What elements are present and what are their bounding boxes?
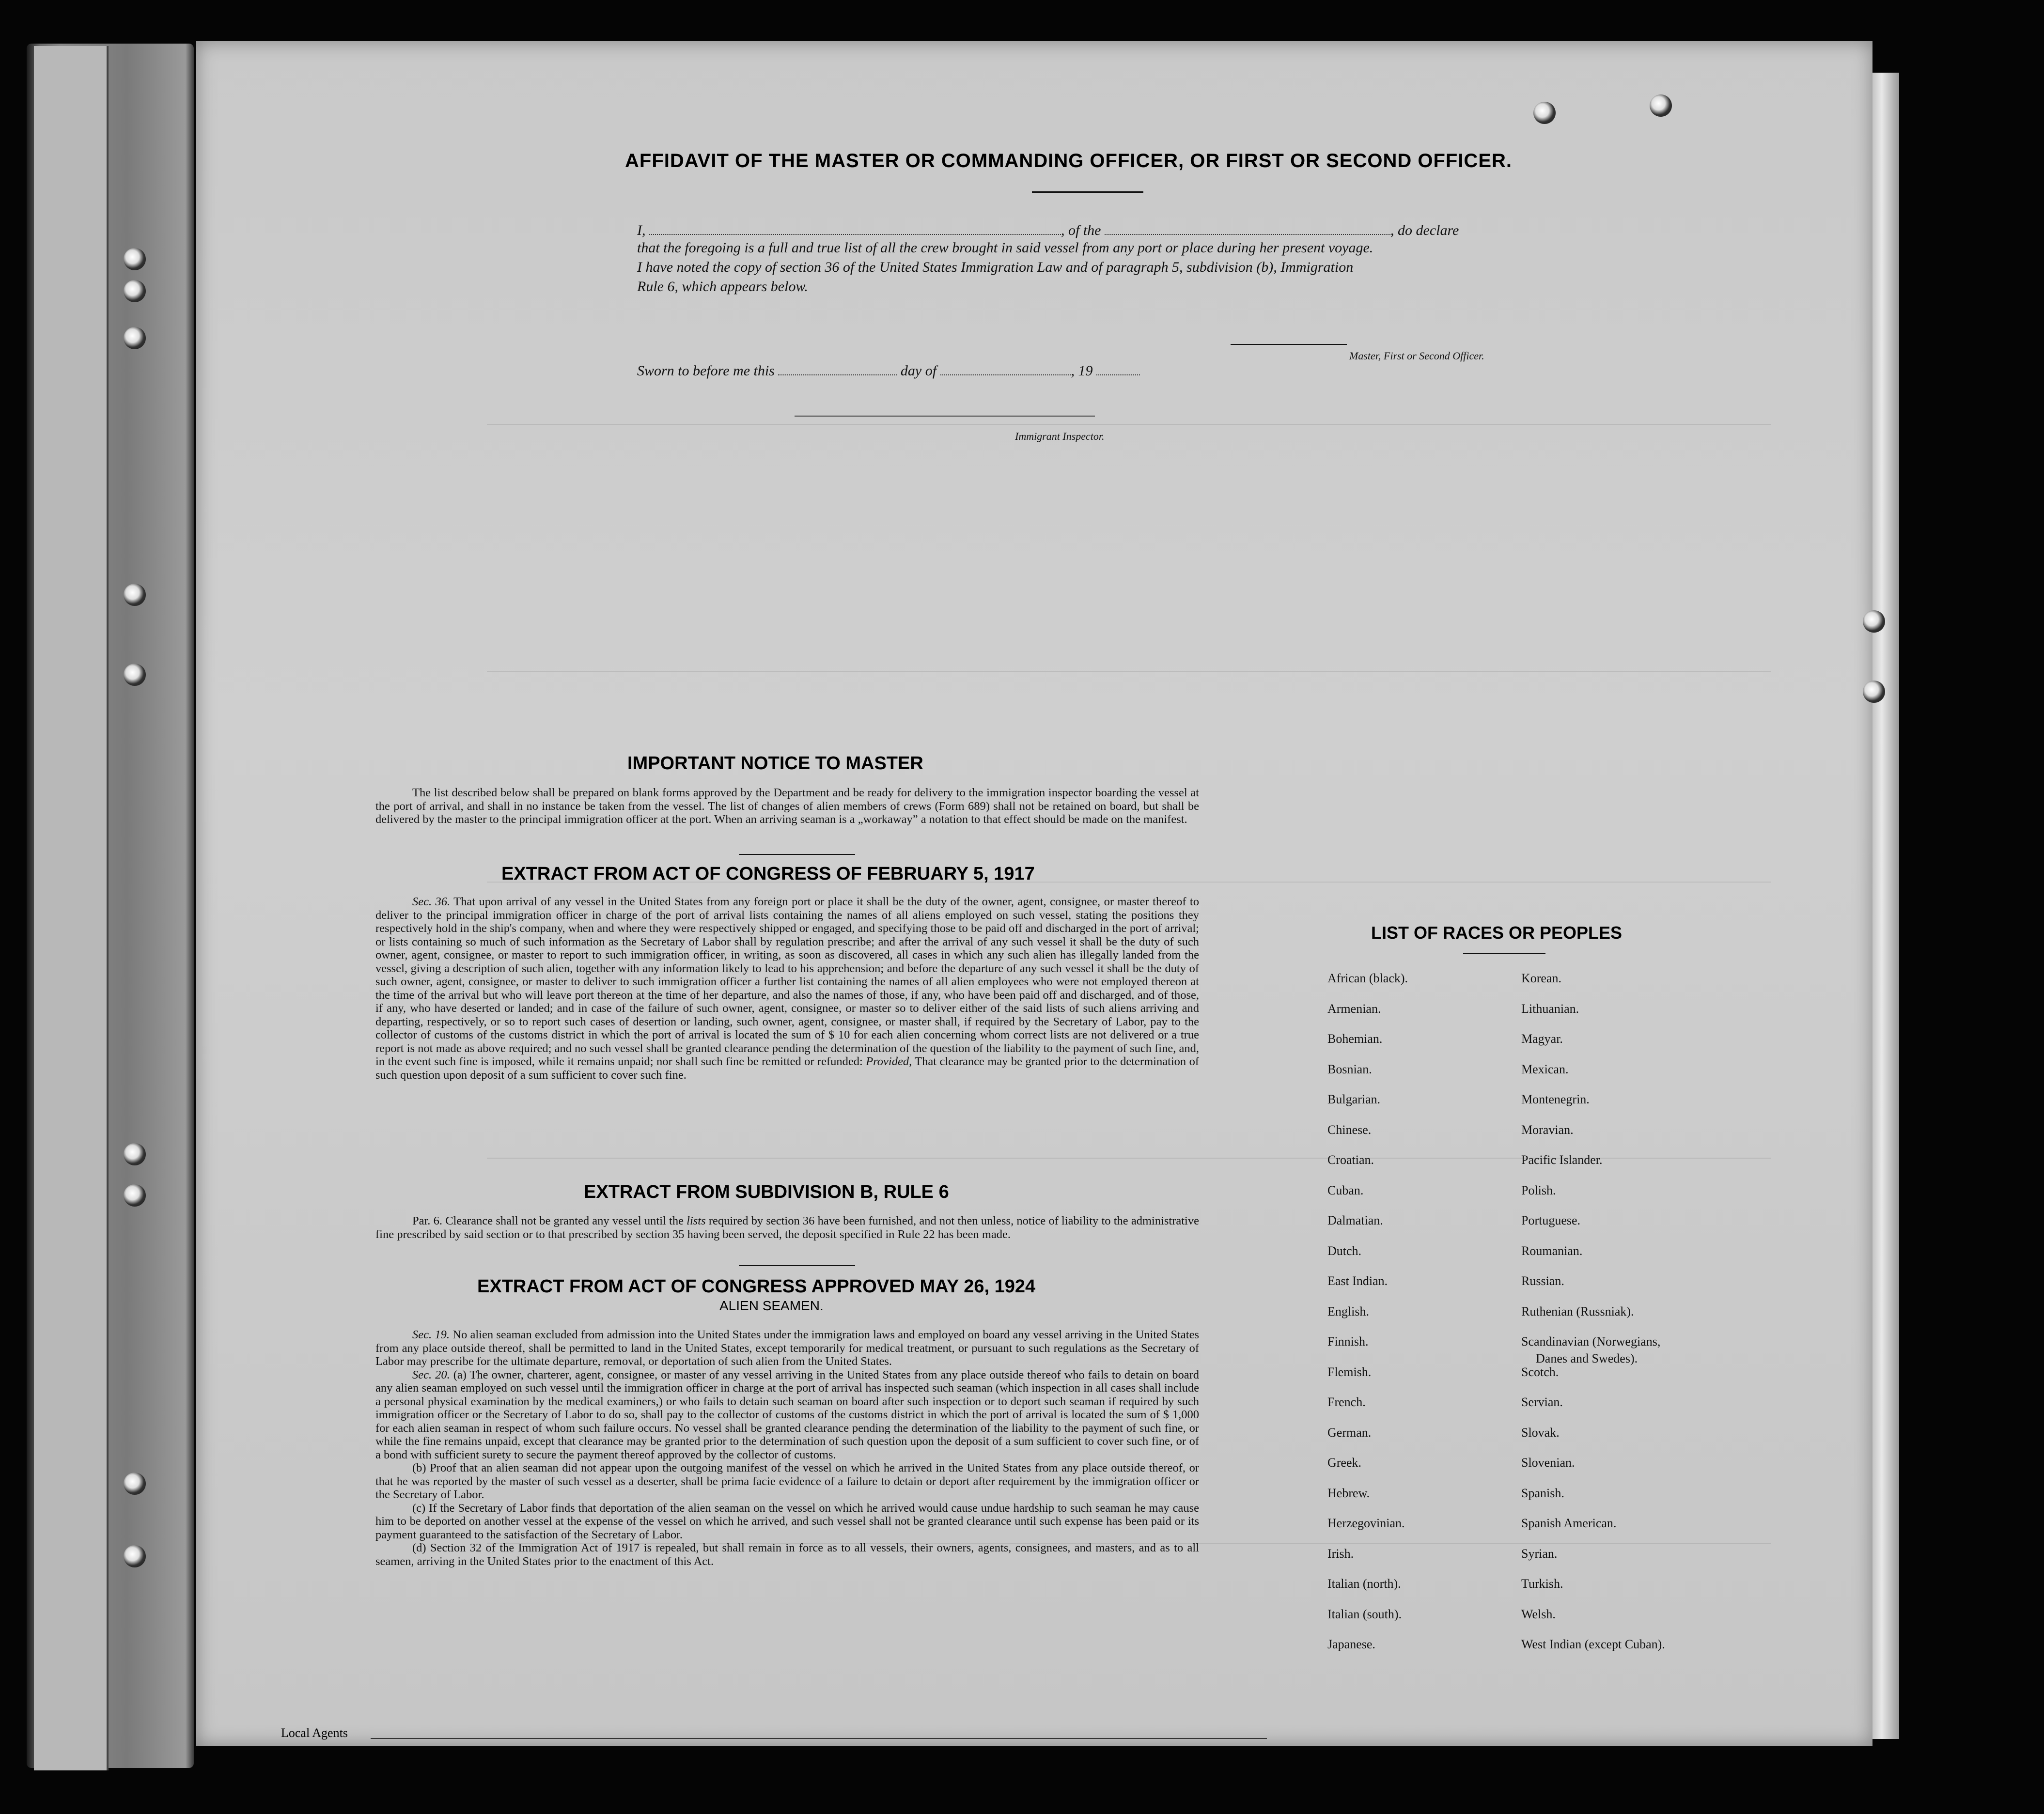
local-agents-line	[371, 1738, 1267, 1739]
rule6-body	[375, 1214, 1199, 1241]
affidavit-line2: that the foregoing is a full and true list of all the crew brought in said vessel from any port or place during her present voyage.	[637, 240, 1373, 256]
sworn-year-label: , 19	[1071, 363, 1093, 379]
race-item: Dutch.	[1327, 1243, 1362, 1258]
race-item: Syrian.	[1521, 1546, 1558, 1561]
master-signature-line	[1231, 344, 1347, 345]
sworn-month-blank	[940, 361, 1071, 375]
race-item: Hebrew.	[1327, 1486, 1370, 1500]
notice-body: The list described below shall be prepared on blank forms approved by the Department and be ready for delivery to the immigration inspector boarding the vessel at the port of arrival, and shall in no instance be taken from the vessel. The list of changes of alien members of crews (Form 689) shall not be retained on board, but shall be delivered by the master to the principal immigration officer at the port. When an arriving seaman is a „workaway” a notation to that effect should be made on the manifest.	[375, 786, 1199, 826]
race-item: Russian.	[1521, 1274, 1564, 1288]
rule6-start: Par. 6. Clearance shall not be granted any vessel until the	[412, 1214, 687, 1227]
act-1924-body	[375, 1328, 1199, 1568]
race-item: Greek.	[1327, 1456, 1362, 1470]
sec20b-paragraph: (b) Proof that an alien seaman did not appear upon the outgoing manifest of the vessel on which he arrived in the United States from any place outside thereof, or that he was reported by the master of such vessel as a deserter, shall be prima facie evidence of a failure to detain or deport after requirement by the immigration officer or the Secretary of Labor.	[375, 1461, 1199, 1501]
race-item: West Indian (except Cuban).	[1521, 1637, 1665, 1651]
sec20c-paragraph: (c) If the Secretary of Labor finds that deportation of the alien seaman on the vessel on which he arrived would cause undue hardship to such seaman he may cause him to be deported on another vessel at the expense of the vessel on which he arrived, and such vessel shall not be granted clearance until such expense has been paid or its payment guaranteed to the satisfaction of the Secretary of Labor.	[375, 1501, 1199, 1541]
binder-hole	[124, 1473, 146, 1495]
affidavit-line1-end: , do declare	[1390, 222, 1459, 238]
rule6-rule	[739, 1265, 855, 1266]
sec19-label: Sec. 19.	[412, 1328, 450, 1341]
local-agents-label: Local Agents	[281, 1726, 348, 1740]
sec19-paragraph	[375, 1328, 1199, 1368]
sworn-start: Sworn to before me this	[637, 363, 775, 379]
sworn-day-label: day of	[900, 363, 937, 379]
affidavit-line1-mid: , of the	[1061, 222, 1101, 238]
race-item: Magyar.	[1521, 1032, 1563, 1046]
sec36-end: That clearance may be granted prior to the determination of such question upon deposit of a sum sufficient to cover such fine.	[375, 1055, 1199, 1082]
act-1917-body	[375, 895, 1199, 1082]
rule6-lists: lists	[687, 1214, 706, 1227]
race-item: Montenegrin.	[1521, 1092, 1590, 1106]
race-item: Flemish.	[1327, 1364, 1372, 1379]
affidavit-line1	[637, 220, 1459, 239]
inspector-signature-line	[795, 416, 1095, 417]
name-blank	[649, 220, 1061, 235]
race-item: English.	[1327, 1304, 1369, 1318]
race-item: Herzegovinian.	[1327, 1516, 1405, 1530]
race-item: Bohemian.	[1327, 1032, 1383, 1046]
race-item: Spanish.	[1521, 1486, 1564, 1500]
rule6-end: required by section 36 have been furnished, and not then unless, notice of liability to the administrative fine prescribed by said section or to that prescribed by section 35 having been served, the deposit specified in Rule 22 has been made.	[375, 1214, 1199, 1241]
race-item: Portuguese.	[1521, 1213, 1581, 1227]
ghost-line	[487, 671, 1771, 672]
sec20d-paragraph: (d) Section 32 of the Immigration Act of 1917 is repealed, but shall remain in force as to all vessels, their owners, agents, consignees, and masters, and as to all seamen, arriving in the United States prior to the enactment of this Act.	[375, 1541, 1199, 1568]
sec19-text: No alien seaman excluded from admission into the United States under the immigration laws and employed on board any vessel arriving in the United States from any place outside thereof, shall be permitted to land in the United States, except temporarily for medical treatment, or pursuant to such regulations as the Secretary of Labor may prescribe for the ultimate departure, removal, or deportation of such alien from the United States.	[375, 1328, 1200, 1368]
race-item: Irish.	[1327, 1546, 1354, 1561]
page-hole	[1863, 610, 1885, 633]
ghost-line	[487, 424, 1771, 425]
sec36-text: That upon arrival of any vessel in the United States from any foreign port or place it shall be the duty of the owner, agent, consignee, or master thereof to deliver to the principal immigration officer in charge of the port of arrival lists containing the names of all aliens employed on such vessel, stating the positions they respectively hold in the ship's company, when and where they were respectively shipped or engaged, and specifying those to be paid off and discharged in the port of arrival; or lists containing so much of such information as the Secretary of Labor shall by regulation prescribe; and after the arrival of any such vessel it shall be the duty of such owner, agent, consignee, or master to report to such immigration officer, in writing, as soon as discovered, all cases in which any such alien has illegally landed from the vessel, giving a description of such alien, together with any information likely to lead to his apprehension; and before the departure of any such vessel it shall be the duty of such owner, agent, consignee, or master to deliver to such immigration officer a further list containing the names of all alien employees who were not employed thereon at the time of the arrival but who will leave port thereon at the time of her departure, and also the names of those, if any, who have been paid off and discharged, and of those, if any, who have deserted or landed; and in case of the failure of such owner, agent, consignee, or master so to deliver either of the said lists of such aliens arriving and departing, respectively, or so to report such cases of desertion or landing, such owner, agent, consignee, or master shall, if required by the Secretary of Labor, pay to the collector of customs of the customs district in which the port of arrival is located the sum of $ 10 for each alien concerning whom correct lists are not delivered or a true report is not made as above required; and no such vessel shall be granted clearance pending the determination of the question of the liability to the payment of such fine, and, in the event such fine is imposed, while it remains unpaid; nor shall such fine be remitted or refunded:	[375, 895, 1199, 1068]
page-hole	[1863, 681, 1885, 703]
race-item: Polish.	[1521, 1183, 1556, 1197]
race-item: Dalmatian.	[1327, 1213, 1383, 1227]
binder-hole	[124, 280, 146, 302]
act-1924-subheading: ALIEN SEAMEN.	[719, 1298, 824, 1313]
binder-hole	[124, 584, 146, 606]
race-scandinavian-continued: Danes and Swedes).	[1536, 1351, 1638, 1365]
race-item: Mexican.	[1521, 1062, 1569, 1076]
race-item: Italian (south).	[1327, 1607, 1402, 1621]
race-item: Scandinavian (Norwegians,	[1521, 1334, 1661, 1349]
race-item: Japanese.	[1327, 1637, 1375, 1651]
race-item: Bosnian.	[1327, 1062, 1372, 1076]
race-item: Croatian.	[1327, 1153, 1374, 1167]
sec20-label: Sec. 20.	[412, 1368, 450, 1381]
act-1917-heading: EXTRACT FROM ACT OF CONGRESS OF FEBRUARY 5, 1917	[501, 864, 1035, 884]
affidavit-title: AFFIDAVIT OF THE MASTER OR COMMANDING OFFICER, OR FIRST OR SECOND OFFICER.	[625, 150, 1512, 171]
race-item: Ruthenian (Russniak).	[1521, 1304, 1634, 1318]
races-rule	[1463, 953, 1545, 954]
notice-rule	[739, 854, 855, 855]
race-item: Slovenian.	[1521, 1456, 1575, 1470]
sec20a-text: (a) The owner, charterer, agent, consignee, or master of any vessel arriving in the United States from any place outside thereof who fails to detain on board any alien seaman employed on such vessel until the immigration officer in charge at the port of arrival has inspected such seaman (which inspection in all cases shall include a personal physical examination by the medical examiners,) or who fails to detain such seaman on board after such inspection or to deport such seaman if required by such immigration officer or the Secretary of Labor to do so, shall pay to the collector of customs of the customs district in which the port of arrival is located the sum of $ 1,000 for each alien seaman in respect of whom such failure occurs. No vessel shall be granted clearance pending the determination of the liability to the payment of such fine, or while the fine remains unpaid, except that clearance may be granted prior to the determination of such question upon the deposit of a sum sufficient to cover such fine, or of a bond with sufficient surety to secure the payment thereof approved by the collector of customs.	[375, 1368, 1200, 1461]
sworn-day-blank	[778, 361, 897, 375]
binder-hole	[124, 1184, 146, 1207]
race-item: Chinese.	[1327, 1122, 1372, 1137]
act-1924-heading: EXTRACT FROM ACT OF CONGRESS APPROVED MAY 26, 1924	[477, 1276, 1036, 1297]
vessel-blank	[1105, 220, 1390, 235]
race-item: Finnish.	[1327, 1334, 1369, 1349]
race-item: Armenian.	[1327, 1001, 1381, 1016]
race-item: Roumanian.	[1521, 1243, 1583, 1258]
race-item: East Indian.	[1327, 1274, 1388, 1288]
race-item: Moravian.	[1521, 1122, 1574, 1137]
race-item: German.	[1327, 1425, 1372, 1440]
sworn-line	[637, 361, 1140, 379]
master-label: Master, First or Second Officer.	[1349, 350, 1484, 362]
binder-hole	[124, 664, 146, 686]
race-item: Pacific Islander.	[1521, 1153, 1603, 1167]
sec20a-paragraph	[375, 1368, 1199, 1462]
notice-heading: IMPORTANT NOTICE TO MASTER	[627, 753, 923, 774]
race-item: Turkish.	[1521, 1577, 1563, 1591]
race-item: Italian (north).	[1327, 1577, 1401, 1591]
race-item: Lithuanian.	[1521, 1001, 1579, 1016]
race-item: Korean.	[1521, 971, 1562, 985]
race-item: Scotch.	[1521, 1364, 1559, 1379]
inspector-label: Immigrant Inspector.	[1015, 430, 1105, 442]
race-item: Spanish American.	[1521, 1516, 1617, 1530]
affidavit-line3: I have noted the copy of section 36 of the United States Immigration Law and of paragraph 5, subdivision (b), Immigration	[637, 259, 1354, 275]
provided-word: Provided,	[866, 1055, 912, 1068]
left-adjacent-page	[34, 46, 109, 1770]
race-item: Slovak.	[1521, 1425, 1560, 1440]
binder-hole	[124, 248, 146, 270]
race-item: Welsh.	[1521, 1607, 1556, 1621]
race-item: French.	[1327, 1395, 1366, 1409]
underlying-page-edge	[1870, 73, 1899, 1739]
binder-hole	[124, 327, 146, 349]
affidavit-line1-start: I,	[637, 222, 646, 238]
race-item: Cuban.	[1327, 1183, 1364, 1197]
races-heading: LIST OF RACES OR PEOPLES	[1371, 923, 1623, 943]
page-hole	[1650, 94, 1672, 117]
affidavit-line4: Rule 6, which appears below.	[637, 279, 808, 295]
title-rule	[1032, 191, 1143, 193]
sworn-year-blank	[1096, 361, 1140, 375]
rule6-heading: EXTRACT FROM SUBDIVISION B, RULE 6	[584, 1182, 949, 1202]
binder-hole	[124, 1143, 146, 1165]
race-item: Bulgarian.	[1327, 1092, 1381, 1106]
page-hole	[1533, 102, 1556, 124]
sec36-label: Sec. 36.	[412, 895, 451, 908]
binder-hole	[124, 1545, 146, 1567]
race-item: African (black).	[1327, 971, 1408, 985]
race-item: Servian.	[1521, 1395, 1563, 1409]
